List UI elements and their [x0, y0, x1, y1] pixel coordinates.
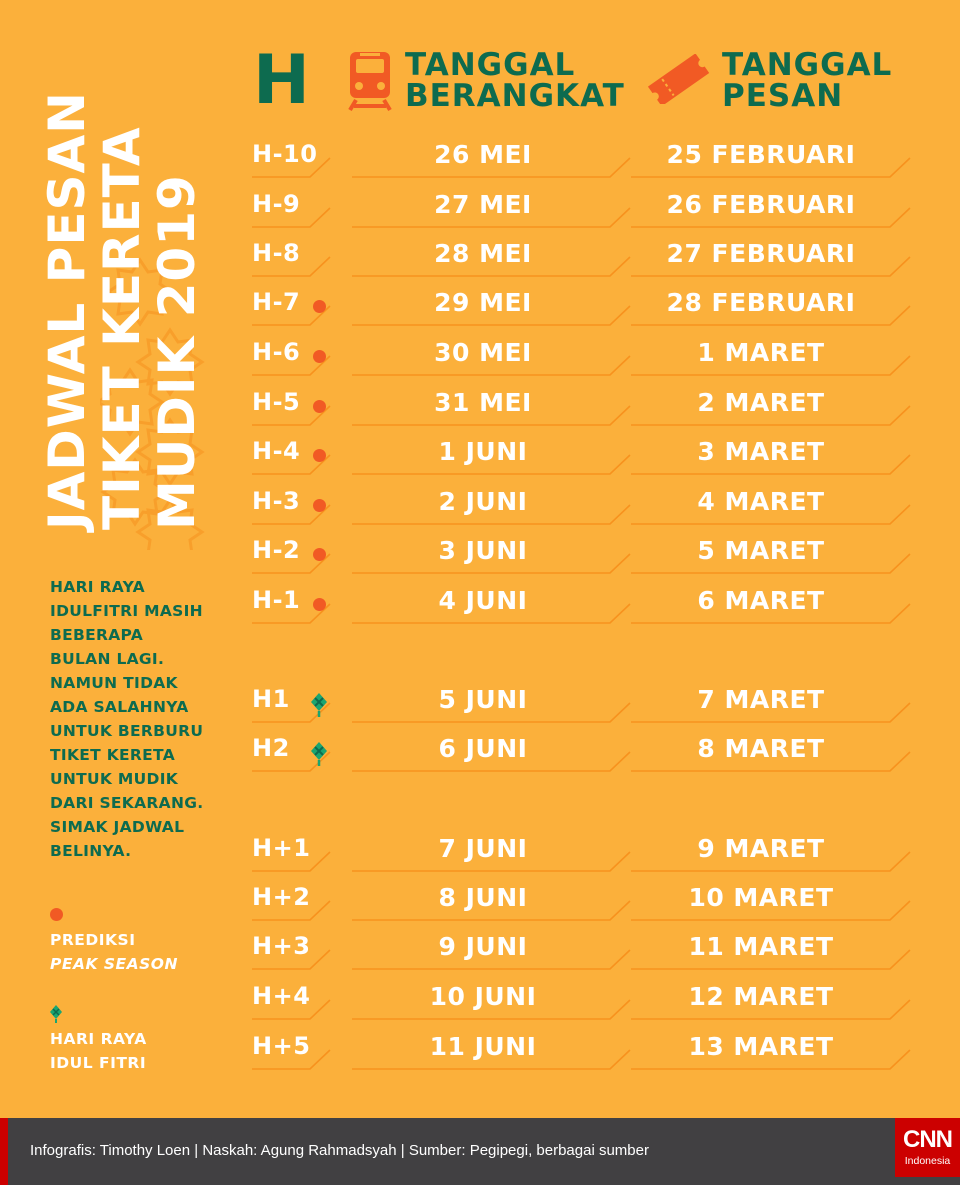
row-day-label: H-4 — [252, 437, 301, 465]
row-day-label: H2 — [252, 734, 290, 762]
row-order-date: 1 MARET — [697, 338, 825, 367]
description-line: IDULFITRI MASIH — [50, 602, 203, 620]
description-line: TIKET KERETA — [50, 746, 175, 764]
row-order-date: 12 MARET — [688, 982, 834, 1011]
ketupat-icon — [308, 690, 330, 718]
row-departure-date: 5 JUNI — [438, 685, 528, 714]
row-day-label: H+4 — [252, 982, 311, 1010]
header-departure — [405, 47, 625, 114]
description-line: DARI SEKARANG. — [50, 794, 204, 812]
row-departure-date: 10 JUNI — [429, 982, 537, 1011]
peak-dot-icon — [313, 300, 326, 313]
description-line: NAMUN TIDAK — [50, 674, 178, 692]
row-day-label: H-2 — [252, 536, 301, 564]
peak-dot-icon — [313, 350, 326, 363]
row-departure-date: 9 JUNI — [438, 932, 528, 961]
row-order-date: 8 MARET — [697, 734, 825, 763]
table-row — [252, 579, 912, 628]
description-line: UNTUK MUDIK — [50, 770, 179, 788]
row-day-label: H+2 — [252, 883, 311, 911]
table-row — [252, 232, 912, 281]
footer — [0, 1118, 960, 1185]
row-order-date: 9 MARET — [697, 834, 825, 863]
legend-eid-line-2: IDUL FITRI — [50, 1054, 147, 1072]
description-line: BEBERAPA — [50, 626, 144, 644]
peak-dot-icon — [313, 598, 326, 611]
row-departure-date: 27 MEI — [434, 190, 532, 219]
header-h: H — [253, 41, 310, 120]
row-day-label: H-9 — [252, 190, 301, 218]
train-icon — [346, 48, 394, 112]
row-order-date: 5 MARET — [697, 536, 825, 565]
row-order-date: 11 MARET — [688, 932, 834, 961]
row-order-date: 26 FEBRUARI — [666, 190, 856, 219]
peak-dot-icon — [313, 548, 326, 561]
header-order-line-2: PESAN — [722, 78, 844, 114]
description-line: UNTUK BERBURU — [50, 722, 204, 740]
legend-eid — [50, 1027, 147, 1075]
description — [50, 575, 220, 863]
table-row — [252, 331, 912, 380]
row-order-date: 27 FEBRUARI — [666, 239, 856, 268]
row-order-date: 6 MARET — [697, 586, 825, 615]
row-departure-date: 1 JUNI — [438, 437, 528, 466]
row-day-label: H-3 — [252, 487, 301, 515]
row-day-label: H+5 — [252, 1032, 311, 1060]
row-order-date: 10 MARET — [688, 883, 834, 912]
table-row — [252, 827, 912, 876]
row-day-label: H-5 — [252, 388, 301, 416]
table-row — [252, 925, 912, 974]
peak-dot-icon — [50, 908, 63, 921]
peak-dot-icon — [313, 449, 326, 462]
row-order-date: 3 MARET — [697, 437, 825, 466]
row-order-date: 25 FEBRUARI — [666, 140, 856, 169]
row-day-label: H1 — [252, 685, 290, 713]
legend-eid-line-1: HARI RAYA — [50, 1030, 147, 1048]
header-departure-line-1: TANGGAL — [405, 47, 576, 83]
header-departure-line-2: BERANGKAT — [405, 78, 625, 114]
row-order-date: 13 MARET — [688, 1032, 834, 1061]
peak-dot-icon — [313, 499, 326, 512]
table-row — [252, 678, 912, 727]
table-row — [252, 727, 912, 776]
title-line-3: MUDIK 2019 — [148, 174, 206, 530]
table-row — [252, 876, 912, 925]
row-order-date: 4 MARET — [697, 487, 825, 516]
table-row — [252, 1025, 912, 1074]
row-departure-date: 31 MEI — [434, 388, 532, 417]
row-order-date: 7 MARET — [697, 685, 825, 714]
row-departure-date: 6 JUNI — [438, 734, 528, 763]
footer-accent — [0, 1118, 8, 1185]
row-day-label: H-1 — [252, 586, 301, 614]
table-row — [252, 975, 912, 1024]
row-departure-date: 3 JUNI — [438, 536, 528, 565]
header-order — [722, 47, 893, 114]
row-departure-date: 2 JUNI — [438, 487, 528, 516]
title-line-1: JADWAL PESAN — [38, 90, 96, 530]
page-title — [40, 50, 205, 530]
row-departure-date: 7 JUNI — [438, 834, 528, 863]
row-departure-date: 8 JUNI — [438, 883, 528, 912]
row-departure-date: 30 MEI — [434, 338, 532, 367]
row-departure-date: 4 JUNI — [438, 586, 528, 615]
ticket-icon — [645, 54, 711, 104]
row-day-label: H-7 — [252, 288, 301, 316]
row-departure-date: 29 MEI — [434, 288, 532, 317]
row-departure-date: 28 MEI — [434, 239, 532, 268]
description-line: ADA SALAHNYA — [50, 698, 189, 716]
table-row — [252, 480, 912, 529]
legend-peak-line-1: PREDIKSI — [50, 931, 136, 949]
title-line-2: TIKET KERETA — [93, 126, 151, 530]
row-order-date: 28 FEBRUARI — [666, 288, 856, 317]
row-departure-date: 26 MEI — [434, 140, 532, 169]
description-line: SIMAK JADWAL — [50, 818, 185, 836]
table-row — [252, 281, 912, 330]
description-line: BELINYA. — [50, 842, 132, 860]
ketupat-icon — [48, 1003, 64, 1023]
table-row — [252, 430, 912, 479]
description-line: HARI RAYA — [50, 578, 145, 596]
table-row — [252, 529, 912, 578]
cnn-logo-word: CNN — [903, 1126, 952, 1153]
row-day-label: H-6 — [252, 338, 301, 366]
footer-credit: Infografis: Timothy Loen | Naskah: Agung Rahmadsyah | Sumber: Pegipegi, berbagai sumber — [30, 1142, 649, 1159]
ketupat-icon — [308, 739, 330, 767]
row-order-date: 2 MARET — [697, 388, 825, 417]
cnn-logo-sub: Indonesia — [904, 1155, 951, 1167]
row-departure-date: 11 JUNI — [429, 1032, 537, 1061]
legend-peak — [50, 928, 178, 976]
table-row — [252, 183, 912, 232]
legend-peak-line-2: PEAK SEASON — [50, 955, 178, 973]
cnn-logo — [895, 1118, 960, 1177]
row-day-label: H-10 — [252, 140, 318, 168]
row-day-label: H+3 — [252, 932, 311, 960]
header-order-line-1: TANGGAL — [722, 47, 893, 83]
table-row — [252, 381, 912, 430]
row-day-label: H-8 — [252, 239, 301, 267]
description-line: BULAN LAGI. — [50, 650, 165, 668]
row-day-label: H+1 — [252, 834, 311, 862]
peak-dot-icon — [313, 400, 326, 413]
table-row — [252, 133, 912, 182]
